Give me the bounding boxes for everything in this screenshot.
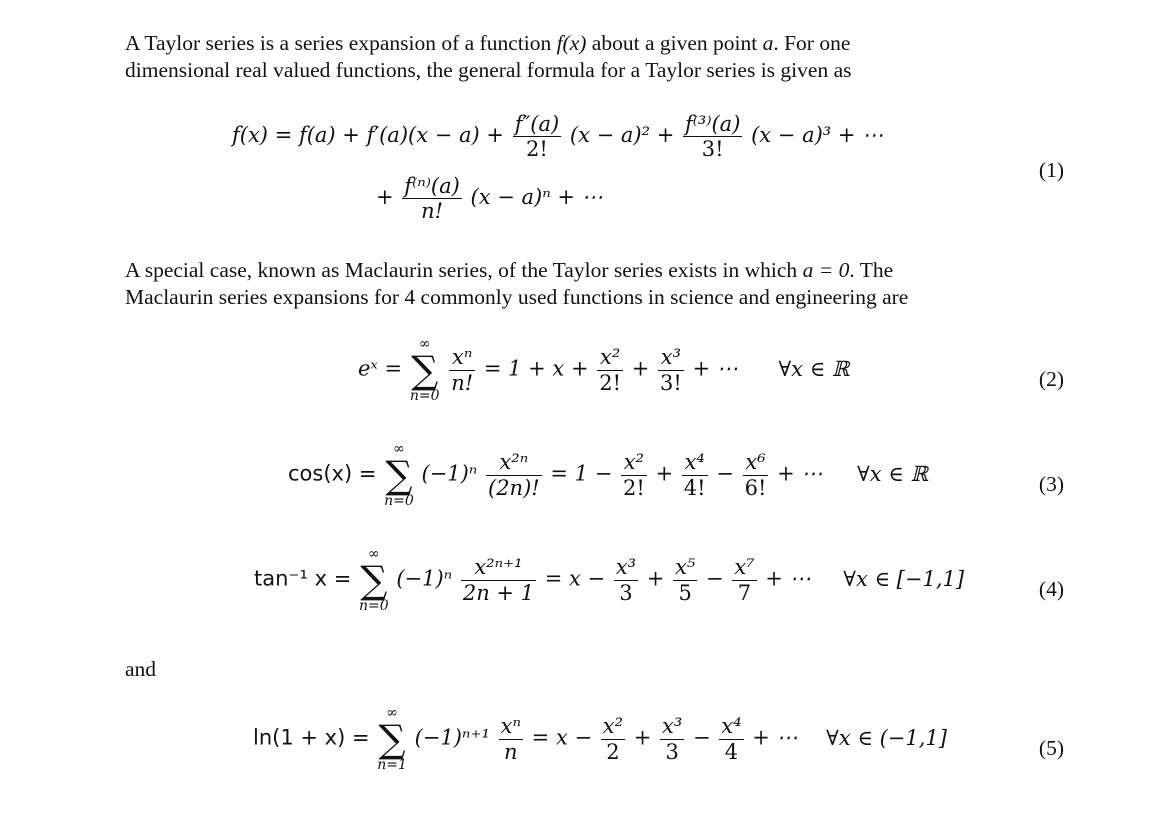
equation-number-2: (2) [1038,367,1064,391]
fraction: $\frac{\text{x⁷}}{7}$ [734,555,755,605]
fraction: $\frac{\text{x⁴}}{4!}$ [683,450,706,500]
equation-number-1: (1) [1038,158,1064,182]
maclaurin-line-2: Maclaurin series expansions for 4 commonly used functions in science and engineering are [125,285,909,309]
equation-number-5: (5) [1038,736,1064,760]
fraction: $\frac{\text{x³}}{3}$ [662,714,683,764]
maclaurin-paragraph [125,257,1025,311]
fraction: $\frac{\text{xⁿ}}{n}$ [500,714,521,764]
domain-condition: ∀x ∈ (−1,1] [826,725,947,750]
fraction: $\frac{\text{x²}}{2!}$ [599,345,622,395]
equation-2: eˣ = ∞ ∑ n=0 $\frac{\text{xⁿ}}{n!}$ = 1 + x + $\frac{\text{x²}}{2!}$ + $\frac{\text{x³}}{3!}$ + ⋯ ∀x ∈ ℝ [358,336,850,404]
domain-condition: ∀x ∈ ℝ [857,461,928,486]
fraction: $\frac{\text{x²ⁿ}}{(2n)!}$ [488,450,540,500]
fraction: $\frac{\text{x⁴}}{4}$ [721,714,742,764]
inline-math-a: a [762,31,774,55]
summation-symbol: ∞ ∑ n=1 [377,705,407,773]
summation-symbol: ∞ ∑ n=0 [384,441,414,509]
fraction: $\frac{\text{f⁽ⁿ⁾(a)}}{n!}$ [404,174,460,224]
inline-math-fx: f(x) [556,31,587,55]
equation-1-row-2: + $\frac{\text{f⁽ⁿ⁾(a)}}{n!}$ (x − a)ⁿ + ⋯ [376,174,603,224]
fraction: $\frac{\text{x²}}{2}$ [602,714,624,764]
equation-1-row-1: f(x) = f(a) + f′(a)(x − a) + $\frac{f''(a)}{2!}$ (x − a)² + $\frac{\text{f⁽³⁾(a)}}{3!}$ (x − a)³ + ⋯ [232,112,884,162]
summation-symbol: ∞ ∑ n=0 [409,336,440,404]
fraction: $\frac{\text{x⁶}}{6!}$ [744,450,767,500]
intro-line-1: A Taylor series is a series expansion of a function f(x) about a given point a. For one [125,31,851,55]
equation-3: cos(x) = ∞ ∑ n=0 (−1)ⁿ $\frac{\text{x²ⁿ}}{(2n)!}$ = 1 − $\frac{\text{x²}}{2!}$ + $\frac{\text{x⁴}}{4!}$ − $\frac{\text{x⁶}}{6!}$ + ⋯ ∀x ∈ ℝ [288,441,928,509]
equation-5: ln(1 + x) = ∞ ∑ n=1 (−1)ⁿ⁺¹ $\frac{\text{xⁿ}}{n}$ = x − $\frac{\text{x²}}{2}$ + $\frac{\text{x³}}{3}$ − $\frac{\text{x⁴}}{4}$ + ⋯ ∀x ∈ (−1,1] [253,705,947,773]
intro-line-2: dimensional real valued functions, the general formula for a Taylor series is given as [125,58,852,82]
equation-4: tan⁻¹ x = ∞ ∑ n=0 (−1)ⁿ $\frac{\text{x²ⁿ⁺¹}}{2n + 1}$ = x − $\frac{\text{x³}}{3}$ + $\frac{\text{x⁵}}{5}$ − $\frac{\text{x⁷}}{7}$ + ⋯ ∀x ∈ [−1,1] [254,546,965,614]
domain-condition: ∀x ∈ ℝ [778,356,850,381]
fraction: $\frac{f''(a)}{2!}$ [514,112,560,162]
fraction: $\frac{\text{x³}}{3}$ [615,555,637,605]
fraction: $\frac{\text{x²ⁿ⁺¹}}{2n + 1}$ [462,555,535,605]
inline-math-a-eq-0: a = 0 [802,258,850,282]
fraction: $\frac{\text{f⁽³⁾(a)}}{3!}$ [684,112,741,162]
fraction: $\frac{\text{x²}}{2!}$ [623,450,645,500]
fraction: $\frac{\text{x³}}{3!}$ [660,345,682,395]
domain-condition: ∀x ∈ [−1,1] [843,566,965,591]
fraction: $\frac{\text{xⁿ}}{n!}$ [451,345,474,395]
fraction: $\frac{\text{x⁵}}{5}$ [675,555,696,605]
equation-number-4: (4) [1038,577,1064,601]
maclaurin-line-1: A special case, known as Maclaurin series, of the Taylor series exists in which a = 0. The [125,258,894,282]
and-text: and [125,657,157,681]
equation-number-3: (3) [1038,472,1064,496]
summation-symbol: ∞ ∑ n=0 [358,546,389,614]
intro-paragraph [125,30,1025,84]
